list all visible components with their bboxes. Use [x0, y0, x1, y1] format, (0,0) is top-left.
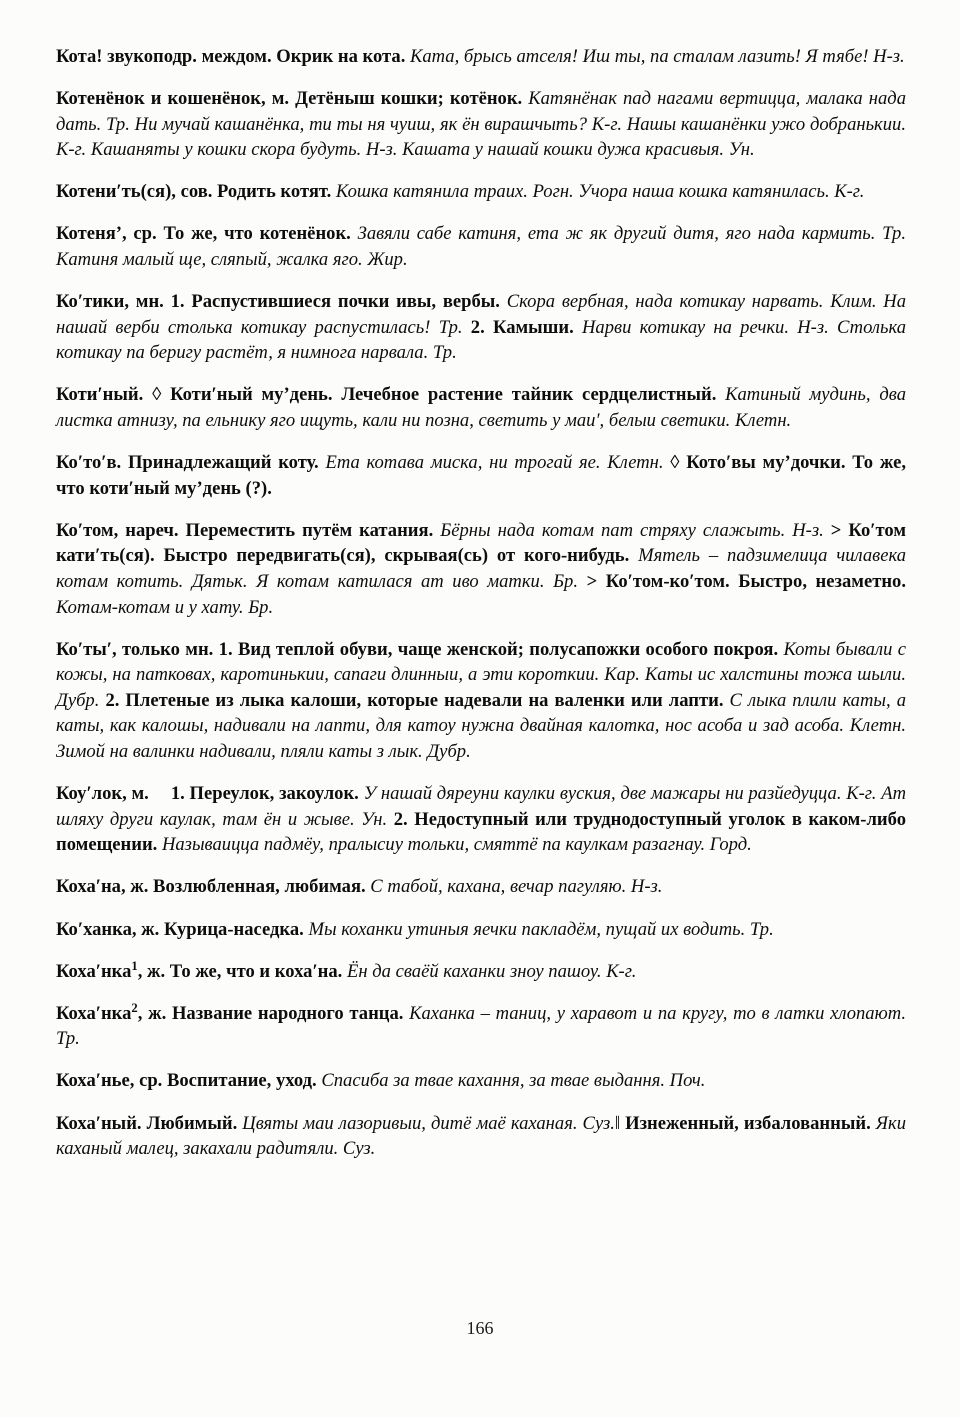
headword-and-definition: Коха′ный. Любимый.	[56, 1112, 238, 1134]
sense-definition: 2. Камыши.	[470, 316, 574, 338]
dictionary-entry-list	[56, 44, 906, 1162]
usage-example: Кошка катянила траих. Рогн. Учора наша кошка катянилась. К-г.	[331, 181, 865, 203]
headword-and-definition: Котеня’, ср. То же, что котенёнок.	[56, 223, 351, 245]
headword-and-definition: Ко′ханка, ж. Курица-наседка.	[56, 918, 304, 940]
headword-and-definition: Коха′нка	[56, 1002, 132, 1024]
dictionary-entry	[56, 382, 906, 433]
usage-example: Бёрны нада котам пат стряху слажыть. Н-з.	[433, 519, 831, 541]
headword-and-definition: Ко′тики, мн. 1. Распустившиеся почки ивы, вербы.	[56, 291, 500, 313]
dictionary-entry	[56, 86, 906, 163]
headword-and-definition: Котенёнок и кошенёнок, м. Детёныш кошки; котёнок.	[56, 88, 523, 110]
usage-example: Скора вербная, нада котикау нарвать. Клим. На нашай верби столька котикау распустилась! Тр.	[56, 291, 907, 338]
headword-and-definition: Котени′ть(ся), сов. Родить котят.	[56, 181, 332, 203]
dictionary-entry	[56, 1068, 906, 1094]
usage-example: Котам-котам и у хату. Бр.	[56, 596, 274, 618]
dictionary-entry	[56, 289, 906, 366]
sense-definition: , ж. Название народного танца.	[137, 1002, 404, 1024]
headword-and-definition: Коха′нка	[56, 960, 132, 982]
sense-definition: Изнеженный, избалованный.	[625, 1112, 871, 1134]
usage-example: Катянёнак пад нагами вертицца, малака нада дать. Тр. Ни мучай кашанёнка, ти ты ня чуиш, як ён вирашчыть? К-г. Нашы кашанёнки ужо добранькии. К-г. Кашаняты у кошки скора будуть. Н-з. Кашата у нашай кошки дужа красивыя. Ун.	[56, 88, 906, 161]
usage-example: У нашай дяреуни каулки вуския, две мажары ни разйедуцца. К-г. Ат шляху други каулак, там ён и жыве. Ун.	[56, 783, 907, 830]
usage-example: Цвяты маи лазоривыи, дитё маё каханая. Суз.‖	[237, 1112, 626, 1134]
usage-example: Завяли сабе катиня, ета ж як другий дитя, яго нада кармить. Тр. Катиня малый ще, сляпый, жалка яго. Жир.	[56, 223, 906, 271]
usage-example: Коты бывали с кожы, на патковах, каротинькии, сапаги длинныи, а эти короткии. Кар. Каты ис халстины тожа шыли. Дубр.	[56, 638, 906, 711]
dictionary-entry	[56, 637, 906, 765]
sense-definition: > Ко′том-ко′том. Быстро, незаметно.	[586, 571, 906, 592]
usage-example: Называицца падмёу, пралысиу тольки, смяттё па каулкам разагнау. Горд.	[157, 834, 752, 856]
dictionary-entry	[56, 1001, 906, 1052]
usage-example: Яки каханый малец, закахали радитяли. Суз.	[56, 1112, 906, 1160]
headword-and-definition: Ко′ты′, только мн. 1. Вид теплой обуви, чаще женской; полусапожки особого покроя.	[56, 638, 779, 660]
usage-example: Спасиба за твае кахання, за твае выдання. Поч.	[316, 1070, 706, 1092]
dictionary-entry	[56, 518, 906, 620]
usage-example: Ета котава миска, ни трогай яе. Клетн.	[318, 452, 671, 474]
dictionary-entry	[56, 1111, 906, 1162]
page-number: 166	[466, 1318, 494, 1338]
usage-example: Ён да сваёй каханки зноу пашоу. К-г.	[342, 960, 637, 982]
dictionary-entry	[56, 179, 906, 205]
usage-example: Каханка – таниц, у харавот и па кругу, то в латки хлопают. Тр.	[56, 1002, 906, 1050]
sense-definition: , ж. То же, что и коха′на.	[137, 960, 343, 982]
sense-definition: 1. Переулок, закоулок.	[170, 783, 359, 805]
dictionary-entry	[56, 917, 906, 943]
headword-and-definition: Коти′ный. ◊ Коти′ный му’день. Лечебное растение тайник сердцелистный.	[56, 384, 717, 406]
dictionary-entry	[56, 221, 906, 272]
dictionary-entry	[56, 959, 906, 985]
dictionary-entry	[56, 874, 906, 900]
usage-example: Мы коханки утиныя яечки пакладём, пущай их водить. Тр.	[303, 918, 774, 940]
usage-example: Катиный мудинь, два листка атнизу, па ельнику яго ищуть, кали ни позна, светить у маи′, белыи светики. Клетн.	[56, 384, 906, 432]
usage-example: Нарви котикау на речки. Н-з. Столька котикау па беригу растёт, я нимнога нарвала. Тр.	[56, 316, 907, 364]
sense-definition: > Ко′том кати′ть(ся). Быстро передвигать(ся), скрывая(сь) от кого-нибудь.	[56, 519, 906, 567]
headword-and-definition: Ко′том, нареч. Переместить путём катания.	[56, 519, 434, 541]
sense-definition: 2. Недоступный или труднодоступный уголок в каком-либо помещении.	[56, 808, 906, 856]
homograph-index: 2	[131, 1000, 138, 1015]
dictionary-entry	[56, 450, 906, 501]
headword-and-definition: Коха′нье, ср. Воспитание, уход.	[56, 1070, 317, 1092]
headword-and-definition: Коха′на, ж. Возлюбленная, любимая.	[56, 876, 366, 898]
usage-example: Ката, брысь атселя! Иш ты, па сталам лазить! Я тябе! Н-з.	[405, 46, 905, 67]
dictionary-entry	[56, 44, 906, 70]
usage-example: С лыка плили каты, а каты, как калошы, надивали на лапти, для катоу нужна двайная калотка, нос асоба и зад асоба. Клетн. Зимой на валинки надивали, пляли каты з лык. Дубр.	[56, 689, 906, 763]
homograph-index: 1	[131, 958, 138, 973]
usage-example: С табой, кахана, вечар пагуляю. Н-з.	[365, 876, 663, 898]
sense-definition: 2. Плетеные из лыка калоши, которые надевали на валенки или лапти.	[105, 689, 724, 711]
usage-example: Мятель – падзимелица чилавека котам котить. Дятьк. Я котам катилася ат иво матки. Бр.	[56, 545, 906, 592]
sense-definition: ◊ Кото′вы му’дочки. То же, что коти′ный му’день (?).	[56, 452, 906, 499]
dictionary-entry	[56, 781, 906, 858]
headword-and-definition: Ко′то′в. Принадлежащий коту.	[56, 452, 319, 474]
headword-and-definition: Кота! звукоподр. междом. Окрик на кота.	[56, 46, 406, 67]
headword-and-definition: Коу′лок, м.	[56, 783, 149, 805]
